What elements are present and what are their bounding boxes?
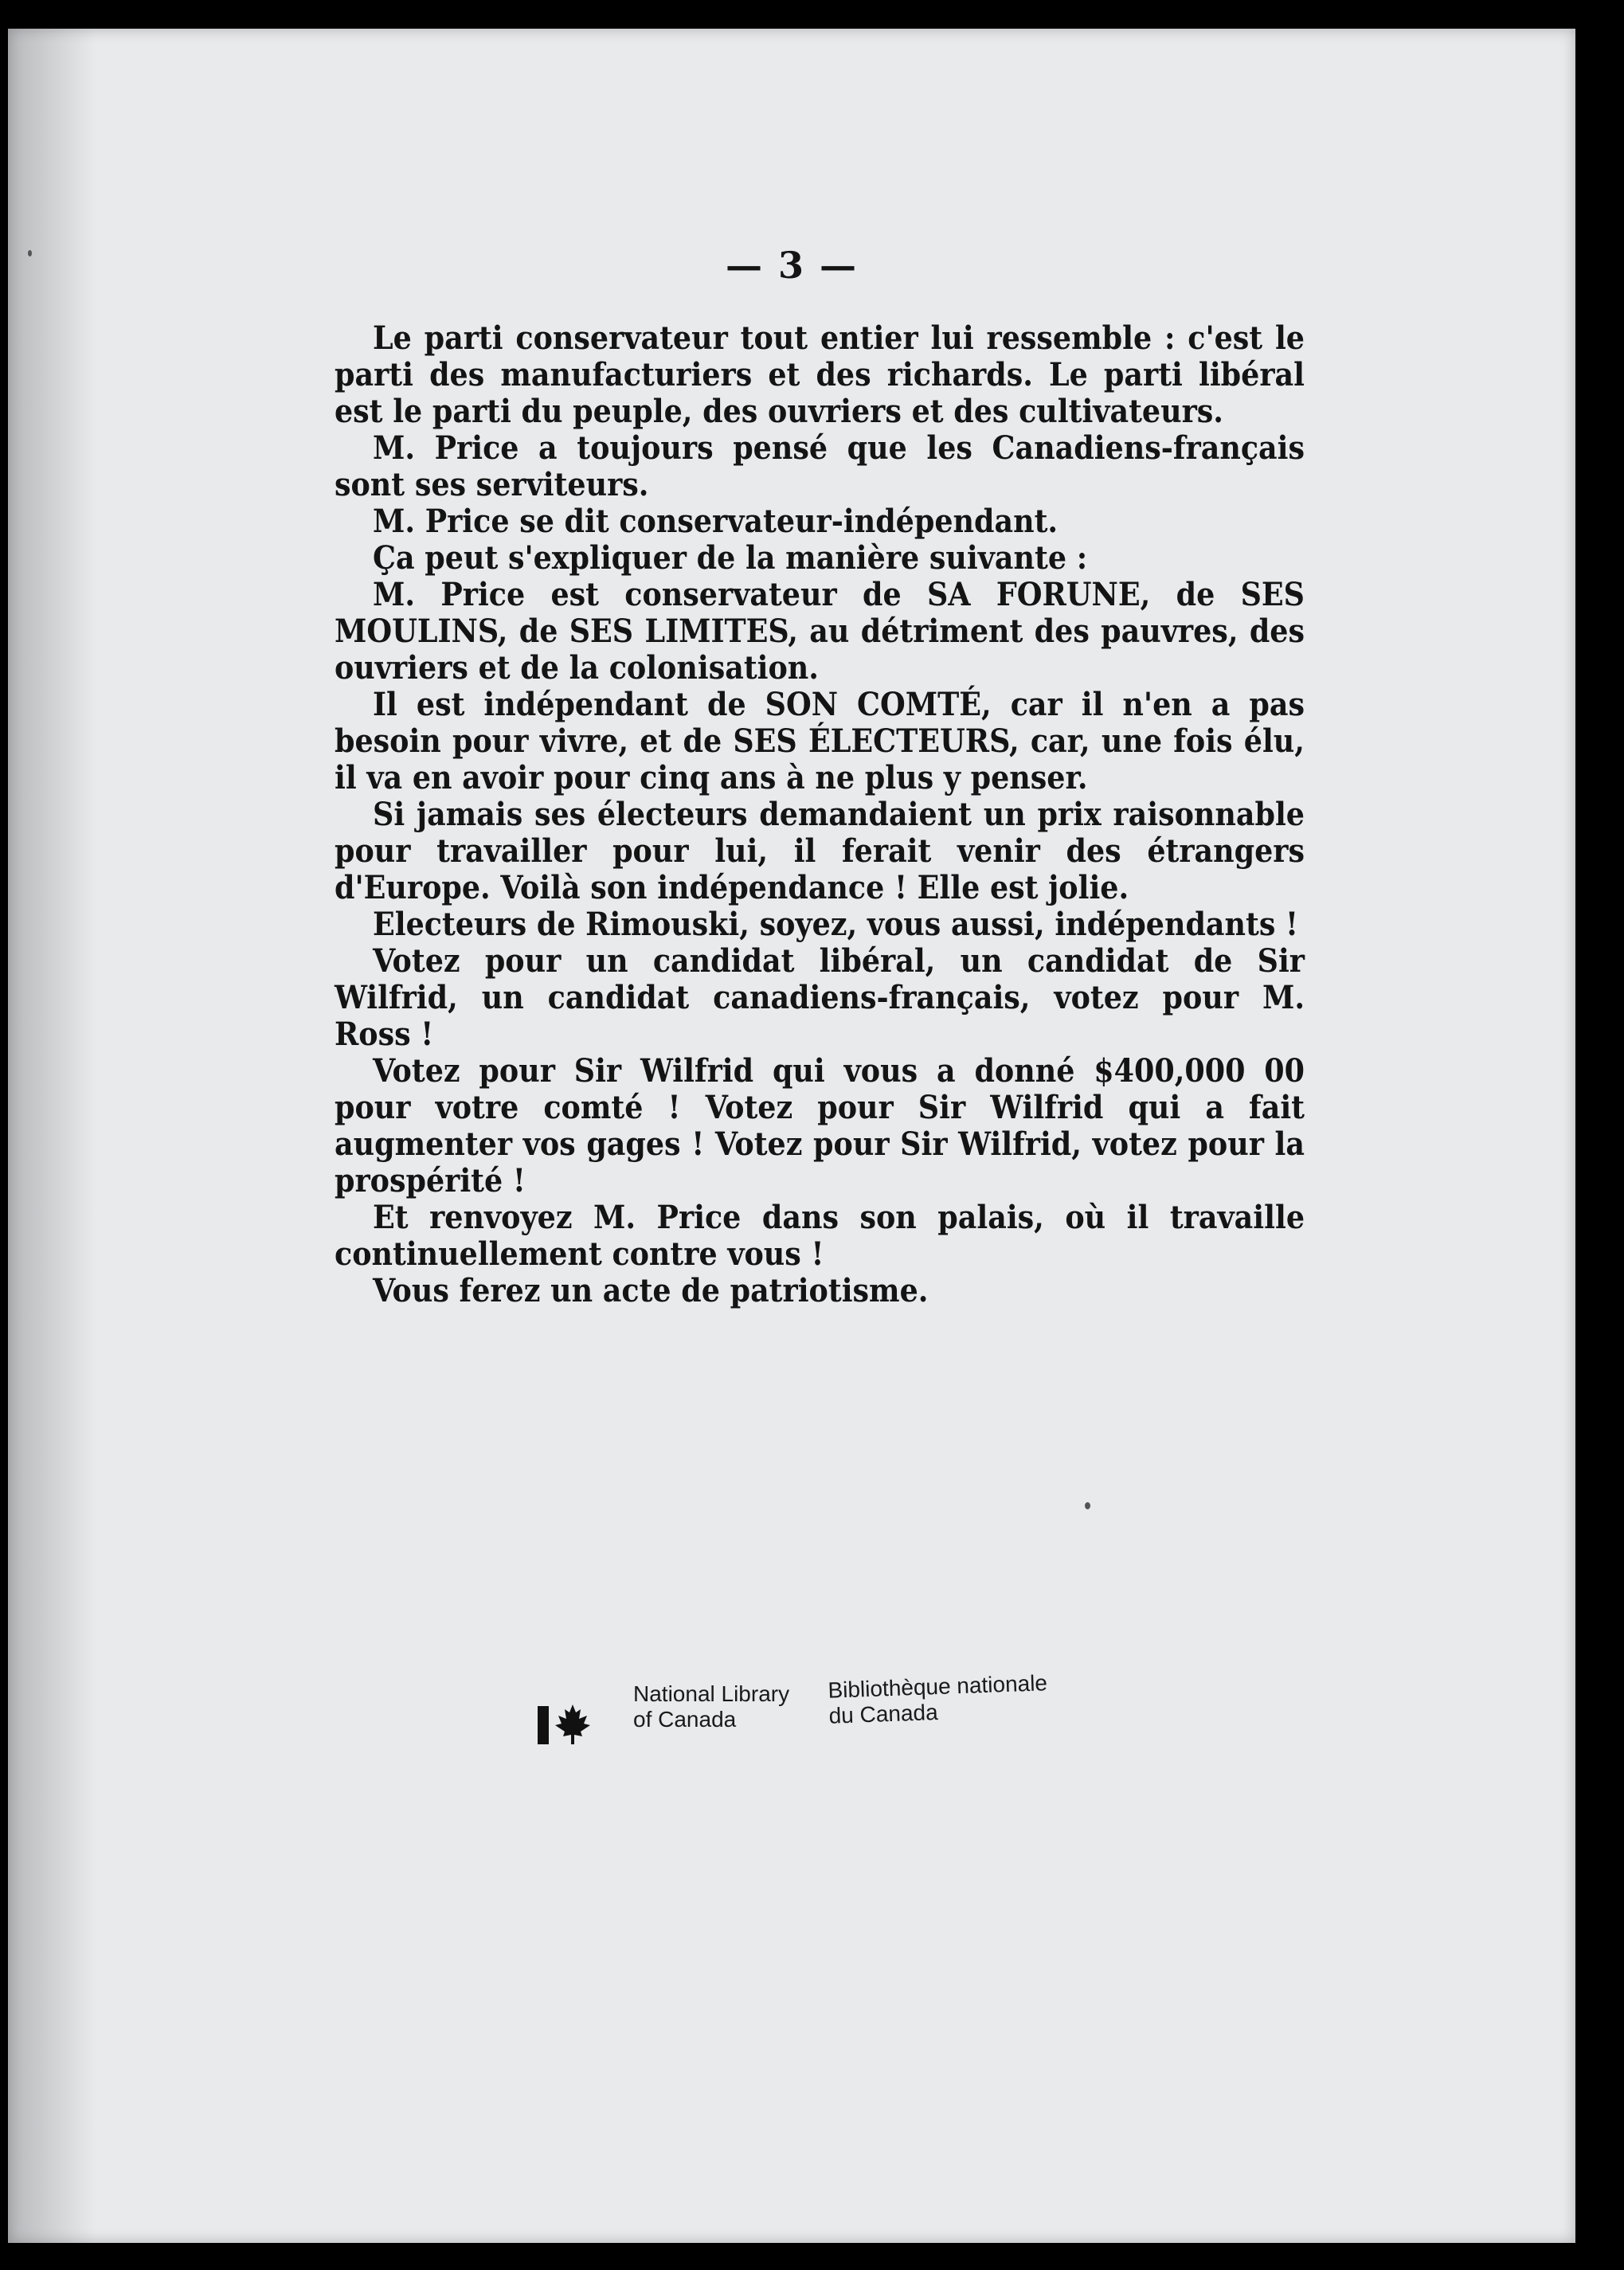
page-number: — 3 — — [725, 244, 859, 287]
library-logo — [530, 1670, 1087, 1761]
paragraph: Le parti conservateur tout entier lui ressemble : c'est le parti des manufacturiers et des richards. Le parti libéral est le parti du peuple, des ouvriers et des cultivateurs. — [335, 319, 1305, 430]
document-page — [8, 29, 1575, 2243]
paragraph: M. Price se dit conservateur-indépendant. — [373, 502, 1059, 540]
paragraph: Vous ferez un acte de patriotisme. — [373, 1271, 929, 1309]
body-text — [335, 319, 1305, 1309]
paragraph: Votez pour un candidat libéral, un candidat de Sir Wilfrid, un candidat canadiens-français, votez pour M. Ross ! — [335, 941, 1305, 1053]
paper-speck — [1085, 1502, 1090, 1509]
library-name-french-line2: du Canada — [828, 1699, 939, 1728]
paragraph: Et renvoyez M. Price dans son palais, où il travaille continuellement contre vous ! — [335, 1198, 1305, 1273]
paragraph: Il est indépendant de SON COMTÉ, car il n'en a pas besoin pour vivre, et de SES ÉLECTEURS, car, une fois élu, il va en avoir pour cinq ans à ne plus y penser. — [335, 685, 1305, 796]
paper-speck — [28, 250, 32, 256]
paragraph: Ça peut s'expliquer de la manière suivante : — [373, 538, 1088, 577]
paragraph: Si jamais ses électeurs demandaient un prix raisonnable pour travailler pour lui, il ferait venir des étrangers d'Europe. Voilà son indépendance ! Elle est jolie. — [335, 795, 1305, 906]
paragraph: Votez pour Sir Wilfrid qui vous a donné $400,000 00 pour votre comté ! Votez pour Sir Wilfrid qui a fait augmenter vos gages ! Votez pour Sir Wilfrid, votez pour la prospérité ! — [335, 1051, 1305, 1200]
library-name-english-line1: National Library — [633, 1681, 790, 1706]
paragraph: M. Price a toujours pensé que les Canadiens-français sont ses serviteurs. — [335, 429, 1305, 503]
paragraph: Electeurs de Rimouski, soyez, vous aussi, indépendants ! — [373, 905, 1299, 943]
library-name-french-line1: Bibliothèque nationale — [827, 1670, 1048, 1703]
binding-shadow — [8, 29, 96, 2243]
library-name-english-line2: of Canada — [633, 1707, 737, 1732]
maple-leaf-icon — [538, 1700, 593, 1748]
paragraph: M. Price est conservateur de SA FORUNE, de SES MOULINS, de SES LIMITES, au détriment des pauvres, des ouvriers et de la colonisation. — [335, 575, 1305, 687]
library-name-french — [828, 1669, 1092, 1728]
library-name-english — [633, 1681, 816, 1732]
